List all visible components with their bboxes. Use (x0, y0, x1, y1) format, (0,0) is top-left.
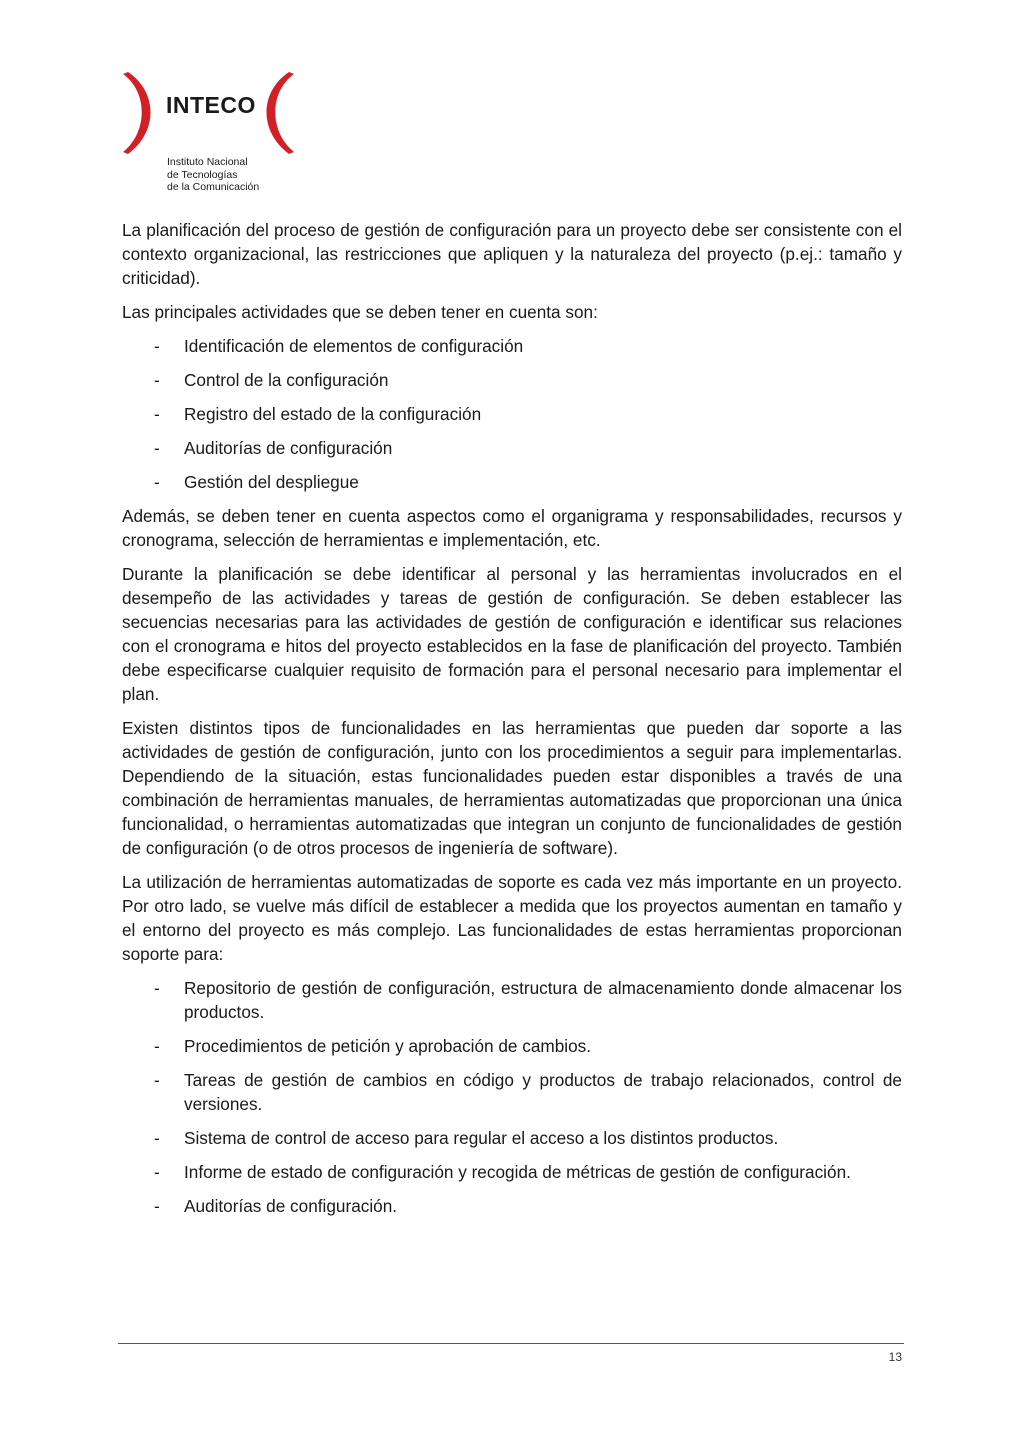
list-item-text: Tareas de gestión de cambios en código y productos de trabajo relacionados, control de versiones. (184, 1070, 902, 1114)
list-item (122, 368, 902, 392)
logo-subtitle-line: Instituto Nacional (167, 156, 248, 168)
tool-support-list (122, 976, 902, 1218)
page-number: 13 (888, 1350, 902, 1364)
paragraph: La planificación del proceso de gestión de configuración para un proyecto debe ser consistente con el contexto organizacional, las restricciones que apliquen y la naturaleza del proyecto (p.ej.: tamaño y criticidad). (122, 220, 902, 288)
logo-subtitle-line: de la Comunicación (167, 181, 260, 193)
list-item-text: Sistema de control de acceso para regular el acceso a los distintos productos. (184, 1128, 779, 1148)
list-dash: - (154, 370, 160, 390)
list-item (122, 1194, 902, 1218)
list-item (122, 436, 902, 460)
list-item-text: Control de la configuración (184, 370, 389, 390)
list-item-text: Repositorio de gestión de configuración, estructura de almacenamiento donde almacenar los productos. (184, 978, 902, 1022)
list-item-text: Gestión del despliegue (184, 472, 359, 492)
list-dash: - (154, 438, 160, 458)
list-item (122, 470, 902, 494)
logo-wordmark: INTECO (166, 92, 256, 118)
list-item (122, 402, 902, 426)
logo-subtitle-line: de Tecnologías (167, 168, 238, 181)
paragraph: La utilización de herramientas automatizadas de soporte es cada vez más importante en un proyecto. Por otro lado, se vuelve más difícil de establecer a medida que los proyectos aumentan en tamaño y el entorno del proyecto es más complejo. Las funcionalidades de estas herramientas proporcionan soporte para: (122, 872, 902, 964)
list-dash: - (154, 978, 160, 998)
paragraph: Además, se deben tener en cuenta aspectos como el organigrama y responsabilidades, recursos y cronograma, selección de herramientas e implementación, etc. (122, 506, 902, 550)
paragraph: Existen distintos tipos de funcionalidades en las herramientas que pueden dar soporte a las actividades de gestión de configuración, junto con los procedimientos a seguir para implementarlas. Dependiendo de la situación, estas funcionalidades pueden estar disponibles a través de una combinación de herramientas manuales, de herramientas automatizadas que proporcionan una única funcionalidad, o herramientas automatizadas que integran un conjunto de funcionalidades de gestión de configuración (o de otros procesos de ingeniería de software). (122, 718, 902, 858)
inteco-logo (118, 70, 308, 200)
list-item-text: Informe de estado de configuración y recogida de métricas de gestión de configuración. (184, 1162, 851, 1182)
list-dash: - (154, 472, 160, 492)
list-item (122, 976, 902, 1024)
paragraph: Las principales actividades que se deben tener en cuenta son: (122, 302, 598, 322)
list-dash: - (154, 1162, 160, 1182)
list-item (122, 1160, 902, 1184)
list-item-text: Procedimientos de petición y aprobación de cambios. (184, 1036, 592, 1056)
paragraph: Durante la planificación se debe identificar al personal y las herramientas involucrados en el desempeño de las actividades y tareas de gestión de configuración. Se deben establecer las secuencias necesarias para las actividades de gestión de configuración e identificar sus relaciones con el cronograma e hitos del proyecto establecidos en la fase de planificación del proyecto. También debe especificarse cualquier requisito de formación para el personal necesario para implementar el plan. (122, 564, 902, 704)
document-body (122, 218, 902, 1228)
list-dash: - (154, 336, 160, 356)
list-dash: - (154, 1036, 160, 1056)
list-item-text: Auditorías de configuración. (184, 1196, 398, 1216)
list-item-text: Registro del estado de la configuración (184, 404, 482, 424)
logo-subtitle (167, 156, 327, 194)
list-dash: - (154, 1196, 160, 1216)
list-item (122, 1034, 902, 1058)
list-dash: - (154, 1128, 160, 1148)
footer-divider (118, 1343, 904, 1344)
list-dash: - (154, 404, 160, 424)
list-item (122, 334, 902, 358)
activities-list (122, 334, 902, 494)
list-item (122, 1068, 902, 1116)
list-item (122, 1126, 902, 1150)
list-dash: - (154, 1070, 160, 1090)
list-item-text: Identificación de elementos de configuración (184, 336, 524, 356)
list-item-text: Auditorías de configuración (184, 438, 393, 458)
